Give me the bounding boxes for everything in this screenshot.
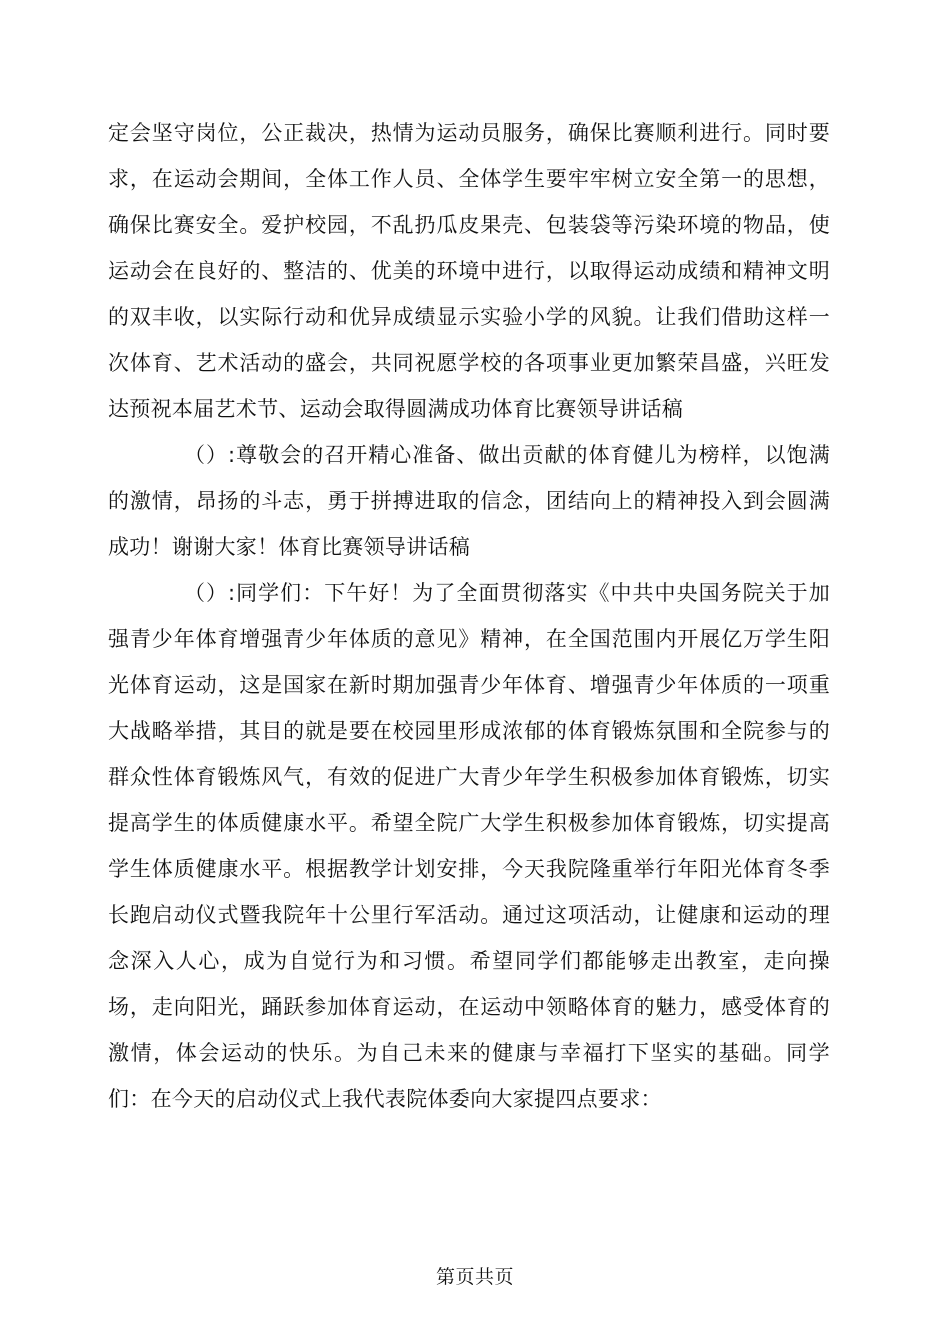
paragraph-3: （）:同学们：下午好！为了全面贯彻落实《中共中央国务院关于加强青少年体育增强青少年体质的意见》精神，在全国范围内开展亿万学生阳光体育运动，这是国家在新时期加强青少年体育、增强青少年体质的一项重大战略举措，其目的就是要在校园里形成浓郁的体育锻炼氛围和全院参与的群众性体育锻炼风气，有效的促进广大青少年学生积极参加体育锻炼，切实提高学生的体质健康水平。希望全院广大学生积极参加体育锻炼，切实提高学生体质健康水平。根据教学计划安排，今天我院隆重举行年阳光体育冬季长跑启动仪式暨我院年十公里行军活动。通过这项活动，让健康和运动的理念深入人心，成为自觉行为和习惯。希望同学们都能够走出教室，走向操场，走向阳光，踊跃参加体育运动，在运动中领略体育的魅力，感受体育的激情，体会运动的快乐。为自己未来的健康与幸福打下坚实的基础。同学们：在今天的启动仪式上我代表院体委向大家提四点要求：: [108, 581, 830, 1111]
page-footer: 第页共页: [435, 1266, 514, 1288]
paragraph-1: 定会坚守岗位，公正裁决，热情为运动员服务，确保比赛顺利进行。同时要求，在运动会期间，全体工作人员、全体学生要牢牢树立安全第一的思想，确保比赛安全。爱护校园，不乱扔瓜皮果壳、包装袋等污染环境的物品，使运动会在良好的、整洁的、优美的环境中进行，以取得运动成绩和精神文明的双丰收，以实际行动和优异成绩显示实验小学的风貌。让我们借助这样一次体育、艺术活动的盛会，共同祝愿学校的各项事业更加繁荣昌盛，兴旺发达预祝本届艺术节、运动会取得圆满成功体育比赛领导讲话稿: [108, 121, 830, 421]
document-body: [108, 110, 830, 1122]
paragraph-2: （）:尊敬会的召开精心准备、做出贡献的体育健儿为榜样，以饱满的激情，昂扬的斗志，勇于拼搏进取的信念，团结向上的精神投入到会圆满成功！谢谢大家！体育比赛领导讲话稿: [108, 443, 830, 559]
